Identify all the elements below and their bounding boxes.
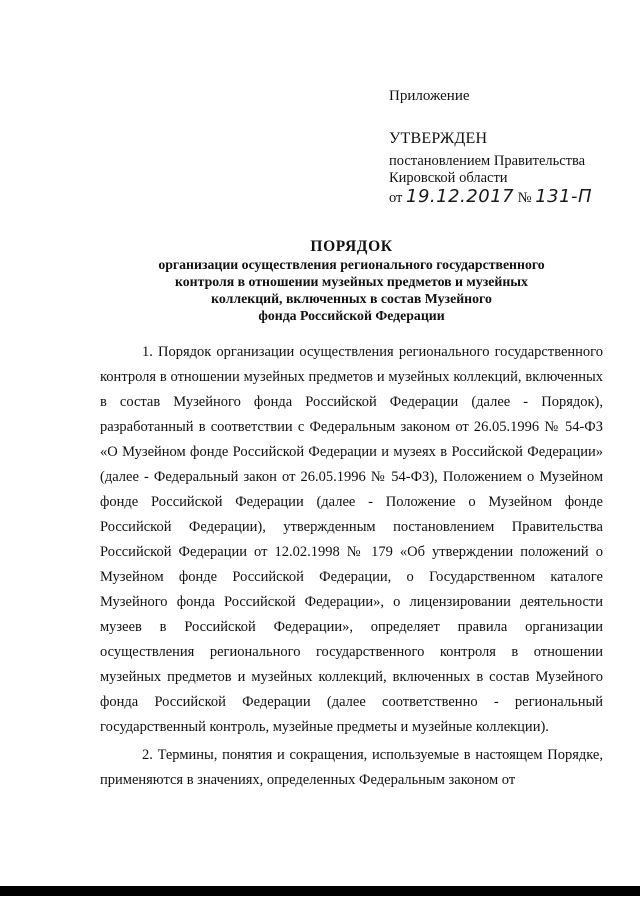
title-line-3: коллекций, включенных в состав Музейного bbox=[211, 291, 492, 306]
approved-heading: УТВЕРЖДЕН bbox=[389, 130, 488, 147]
number-prefix: № bbox=[517, 190, 532, 206]
document-body bbox=[100, 340, 603, 793]
approval-date-line bbox=[389, 187, 629, 208]
scan-edge-bar bbox=[0, 886, 640, 896]
approval-line-2: Кировской области bbox=[389, 170, 508, 186]
title-line-4: фонда Российской Федерации bbox=[258, 308, 445, 323]
paragraph-1: 1. Порядок организации осуществления регионального государственного контроля в отношении музейных предметов и музейных коллекций, включенных в состав Музейного фонда Российской Федерации (далее - Порядок), разработанный в соответствии с Федеральным законом от 26.05.1996 № 54-ФЗ «О Музейном фонде Российской Федерации и музеях в Российской Федерации» (далее - Федеральный закон от 26.05.1996 № 54-ФЗ), Положением о Музейном фонде Российской Федерации (далее - Положение о Музейном фонде Российской Федерации), утвержденным постановлением Правительства Российской Федерации от 12.02.1998 № 179 «Об утверждении положений о Музейном фонде Российской Федерации, о Государственном каталоге Музейного фонда Российской Федерации», о лицензировании деятельности музеев в Российской Федерации», определяет правила организации осуществления регионального государственного контроля в отношении музейных предметов и музейных коллекций, включенных в состав Музейного фонда Российской Федерации (далее соответственно - региональный государственный контроль, музейные предметы и музейные коллекции). bbox=[100, 344, 603, 735]
title-line-2: контроля в отношении музейных предметов и музейных bbox=[175, 274, 528, 289]
approval-line-1: постановлением Правительства bbox=[389, 153, 586, 169]
approval-block bbox=[389, 88, 629, 208]
handwritten-date: 19.12.2017 bbox=[406, 186, 515, 207]
paragraph-2: 2. Термины, понятия и сокращения, используемые в настоящем Порядке, применяются в значениях, определенных Федеральным законом от bbox=[100, 747, 603, 788]
title-line-1: организации осуществления регионального государственного bbox=[158, 257, 545, 272]
scan-edge-strip bbox=[0, 896, 640, 905]
appendix-label: Приложение bbox=[389, 88, 470, 104]
title-main: ПОРЯДОК bbox=[310, 238, 393, 255]
document-title bbox=[100, 237, 603, 324]
handwritten-number: 131-П bbox=[535, 186, 593, 207]
date-prefix: от bbox=[389, 190, 403, 206]
